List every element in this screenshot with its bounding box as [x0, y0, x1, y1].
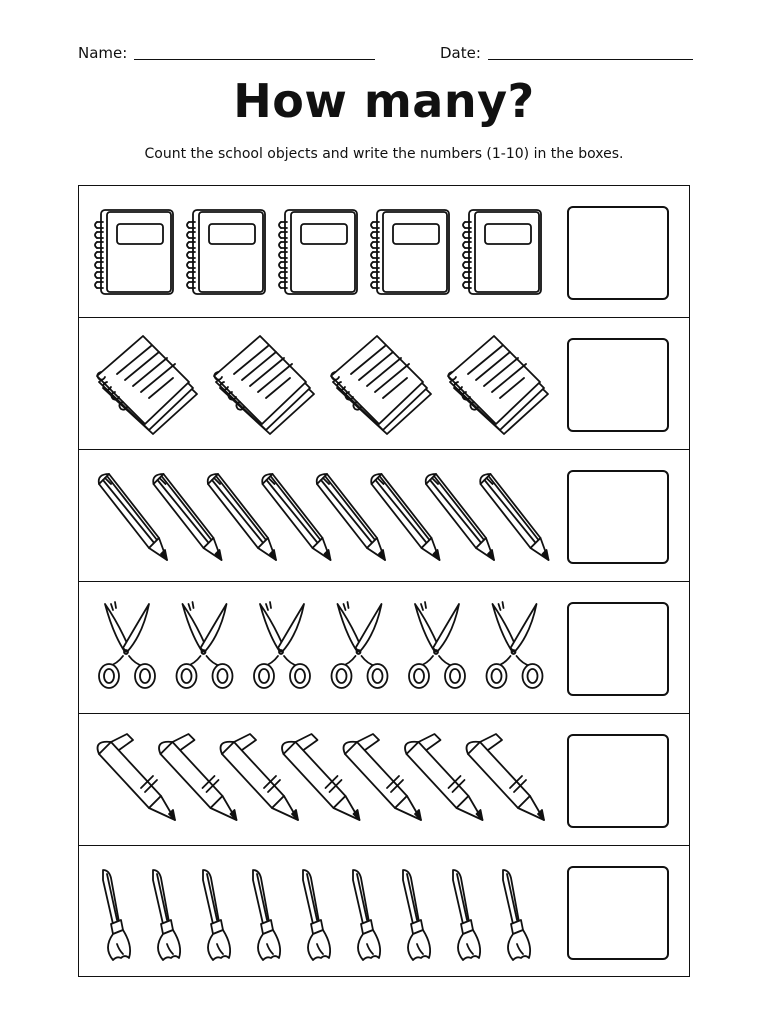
notebook-icon — [371, 210, 449, 294]
name-label: Name: — [78, 44, 128, 62]
paintbrush-icon — [403, 870, 430, 960]
object-group — [79, 714, 559, 846]
paper-icon — [214, 336, 314, 434]
paintbrush-icon — [253, 870, 280, 960]
paper-icon — [97, 336, 197, 434]
paintbrush-icon — [503, 870, 530, 960]
notebook-icon — [463, 210, 541, 294]
counting-row — [79, 186, 689, 318]
object-group — [79, 846, 559, 978]
object-group — [79, 450, 559, 582]
scissors-icon — [254, 602, 310, 688]
counting-row — [79, 714, 689, 846]
paper-icon — [448, 336, 548, 434]
object-group — [79, 318, 559, 450]
answer-box[interactable] — [567, 338, 669, 432]
page-title: How many? — [233, 74, 535, 128]
name-field[interactable] — [134, 59, 375, 60]
counting-row — [79, 318, 689, 450]
paintbrush-icon — [153, 870, 180, 960]
paintbrush-icon — [103, 870, 130, 960]
date-field[interactable] — [488, 59, 693, 60]
pen-icon — [159, 734, 237, 820]
pen-icon — [405, 734, 483, 820]
paintbrush-icon — [453, 870, 480, 960]
answer-box[interactable] — [567, 602, 669, 696]
pen-icon — [282, 734, 360, 820]
instructions: Count the school objects and write the numbers (1-10) in the boxes. — [144, 146, 624, 162]
paintbrush-icon — [203, 870, 230, 960]
pen-icon — [467, 734, 545, 820]
counting-row — [79, 582, 689, 714]
scissors-icon — [409, 602, 465, 688]
date-label: Date: — [440, 44, 481, 62]
scissors-icon — [177, 602, 233, 688]
counting-row — [79, 450, 689, 582]
pen-icon — [344, 734, 422, 820]
answer-box[interactable] — [567, 866, 669, 960]
counting-table — [78, 185, 690, 977]
scissors-icon — [332, 602, 388, 688]
notebook-icon — [187, 210, 265, 294]
pen-icon — [98, 734, 176, 820]
paper-icon — [331, 336, 431, 434]
answer-box[interactable] — [567, 206, 669, 300]
answer-box[interactable] — [567, 734, 669, 828]
notebook-icon — [95, 210, 173, 294]
notebook-icon — [279, 210, 357, 294]
scissors-icon — [99, 602, 155, 688]
object-group — [79, 186, 559, 318]
scissors-icon — [487, 602, 543, 688]
paintbrush-icon — [353, 870, 380, 960]
pen-icon — [221, 734, 299, 820]
answer-box[interactable] — [567, 470, 669, 564]
paintbrush-icon — [303, 870, 330, 960]
object-group — [79, 582, 559, 714]
counting-row — [79, 846, 689, 978]
pencil-icon — [480, 474, 548, 560]
